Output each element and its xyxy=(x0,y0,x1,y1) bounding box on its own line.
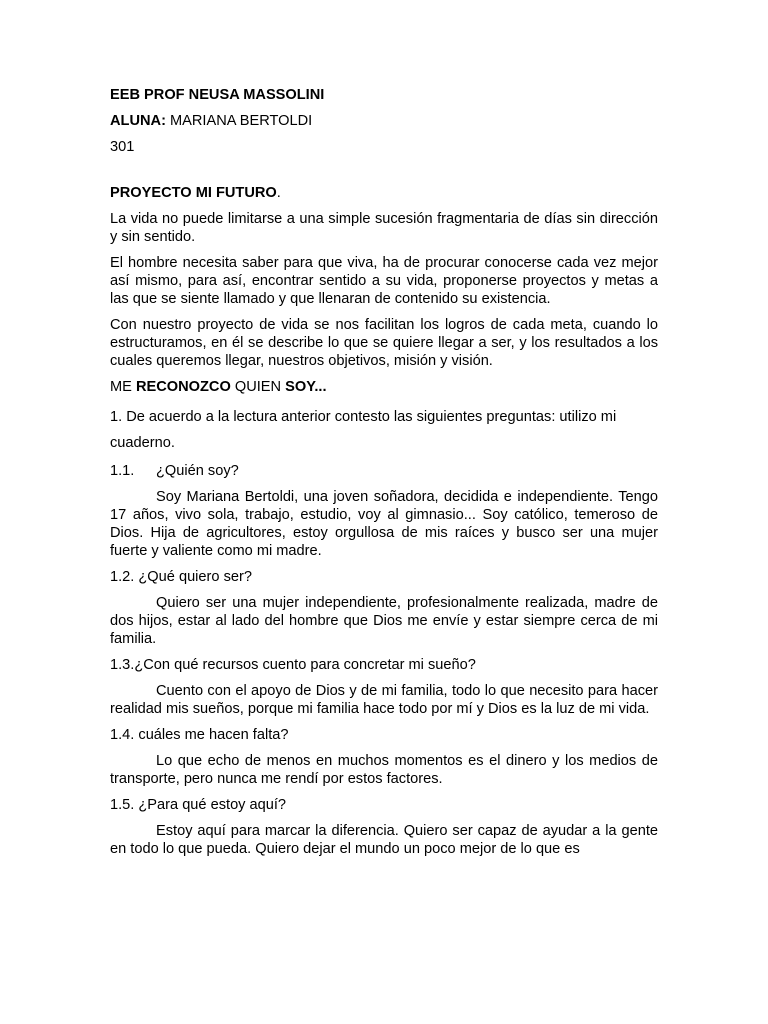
answer-1-5: Estoy aquí para marcar la diferencia. Quiero ser capaz de ayudar a la gente en todo lo que pueda. Quiero dejar el mundo un poco mejor de lo que es xyxy=(110,823,658,857)
question-1-1-number: 1.1. xyxy=(110,463,135,479)
answer-1-2: Quiero ser una mujer independiente, profesionalmente realizada, madre de dos hijos, estar al lado del hombre que Dios me envíe y estar siempre cerca de mi familia. xyxy=(110,595,658,647)
question-1-4: 1.4. cuáles me hacen falta? xyxy=(110,727,289,743)
question-1-2: 1.2. ¿Qué quiero ser? xyxy=(110,569,252,585)
section-heading xyxy=(110,378,658,396)
question-1-1 xyxy=(110,462,658,480)
project-title-period: . xyxy=(276,185,281,201)
student-name: MARIANA BERTOLDI xyxy=(170,113,313,129)
intro-paragraph-2: El hombre necesita saber para que viva, ha de procurar conocerse cada vez mejor así mismo, para así, encontrar sentido a su vida, proponerse proyectos y metas a las que se siente llamado y que llenaran de contenido su existencia. xyxy=(110,255,658,307)
document-page xyxy=(110,86,658,866)
intro-paragraph-3: Con nuestro proyecto de vida se nos facilitan los logros de cada meta, cuando lo estructuramos, en él se describe lo que se quiere llegar a ser, y los resultados a los cuales queremos llegar, nuestros objetivos, misión y visión. xyxy=(110,317,658,369)
project-title-line xyxy=(110,184,658,202)
group-number: 301 xyxy=(110,139,135,155)
section-heading-w2: RECONOZCO xyxy=(135,379,231,395)
section-heading-w3: QUIEN xyxy=(230,379,286,395)
student-line xyxy=(110,112,658,130)
question-1-1-text: ¿Quién soy? xyxy=(156,463,239,479)
intro-paragraph-1: La vida no puede limitarse a una simple sucesión fragmentaria de días sin dirección y sin sentido. xyxy=(110,211,658,245)
answer-1-4: Lo que echo de menos en muchos momentos es el dinero y los medios de transporte, pero nunca me rendí por estos factores. xyxy=(110,753,658,787)
answer-1-3: Cuento con el apoyo de Dios y de mi familia, todo lo que necesito para hacer realidad mis sueños, porque mi familia hace todo por mí y Dios es la luz de mi vida. xyxy=(110,683,658,717)
section-heading-w1: ME xyxy=(110,379,136,395)
project-title: PROYECTO MI FUTURO xyxy=(110,185,277,201)
answer-1-1: Soy Mariana Bertoldi, una joven soñadora, decidida e independiente. Tengo 17 años, vivo sola, trabajo, estudio, voy al gimnasio... Soy católico, temeroso de Dios. Hija de agricultores, estoy orgullosa de mis raíces y busco ser una mujer fuerte y valiente como mi madre. xyxy=(110,489,658,559)
question-1-5: 1.5. ¿Para qué estoy aquí? xyxy=(110,797,287,813)
instruction: 1. De acuerdo a la lectura anterior contesto las siguientes preguntas: utilizo mi cuaderno. xyxy=(110,409,617,451)
question-1-3: 1.3.¿Con qué recursos cuento para concretar mi sueño? xyxy=(110,657,476,673)
school-name: EEB PROF NEUSA MASSOLINI xyxy=(110,87,325,103)
section-heading-w4: SOY... xyxy=(285,379,327,395)
student-label: ALUNA: xyxy=(110,113,166,129)
